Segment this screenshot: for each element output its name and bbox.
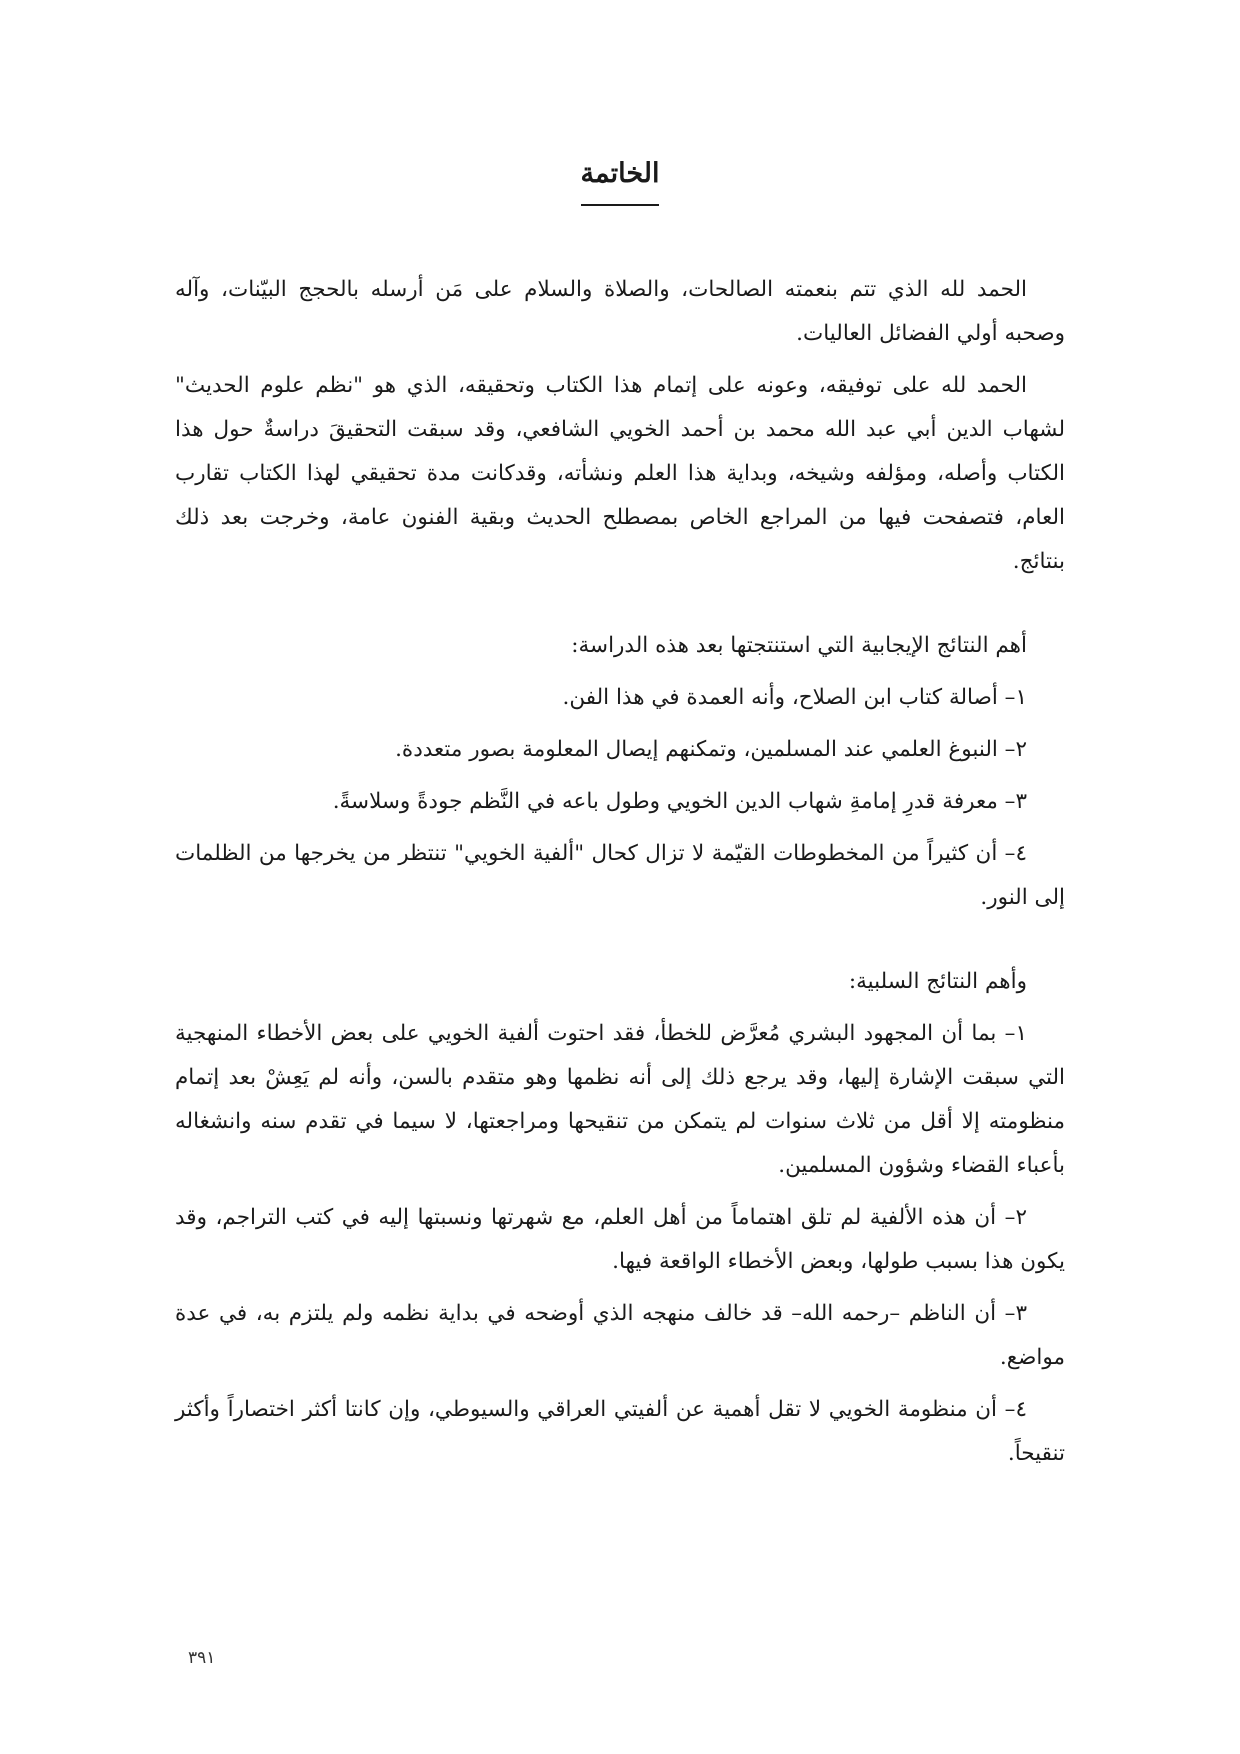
positive-result-item: ٤– أن كثيراً من المخطوطات القيّمة لا تزال كحال "ألفية الخويي" تنتظر من يخرجها من الظلمات إلى النور. <box>175 841 1065 910</box>
page-title: الخاتمة <box>581 158 660 206</box>
negative-results-heading: وأهم النتائج السلبية: <box>848 969 1027 994</box>
negative-result-item: ٢– أن هذه الألفية لم تلق اهتماماً من أهل العلم، مع شهرتها ونسبتها إليه في كتب التراجم، وقد يكون هذا بسبب طولها، وبعض الأخطاء الواقعة فيها. <box>175 1205 1065 1274</box>
title-wrap <box>0 158 1240 206</box>
negative-result-item: ١– بما أن المجهود البشري مُعرَّض للخطأ، فقد احتوت ألفية الخويي على بعض الأخطاء المنهجية التي سبقت الإشارة إليها، وقد يرجع ذلك إلى أنه نظمها وهو متقدم بالسن، وأنه لم يَعِشْ بعد إتمام منظومته إلا أقل من ثلاث سنوات لم يتمكن من تنقيحها ومراجعتها، لا سيما في تقدم سنه وانشغاله بأعباء القضاء وشؤون المسلمين. <box>175 1021 1065 1178</box>
positive-results-section <box>175 624 1065 920</box>
positive-result-item: ٣– معرفة قدرِ إمامةِ شهاب الدين الخويي وطول باعه في النَّظم جودةً وسلاسةً. <box>332 789 1027 814</box>
positive-result-item: ١– أصالة كتاب ابن الصلاح، وأنه العمدة في هذا الفن. <box>562 685 1027 710</box>
positive-result-item: ٢– النبوغ العلمي عند المسلمين، وتمكنهم إيصال المعلومة بصور متعددة. <box>395 737 1027 762</box>
body-text <box>175 268 1065 1484</box>
negative-result-item: ٣– أن الناظم –رحمه الله– قد خالف منهجه الذي أوضحه في بداية نظمه ولم يلتزم به، في عدة مواضع. <box>175 1301 1065 1370</box>
negative-results-section <box>175 960 1065 1476</box>
intro-paragraph-1: الحمد لله الذي تتم بنعمته الصالحات، والصلاة والسلام على مَن أرسله بالحجج البيّنات، وآله وصحبه أولي الفضائل العاليات. <box>175 277 1065 346</box>
negative-result-item: ٤– أن منظومة الخويي لا تقل أهمية عن ألفيتي العراقي والسيوطي، وإن كانتا أكثر اختصاراً وأكثر تنقيحاً. <box>175 1397 1065 1466</box>
intro-paragraph-2: الحمد لله على توفيقه، وعونه على إتمام هذا الكتاب وتحقيقه، الذي هو "نظم علوم الحديث" لشهاب الدين أبي عبد الله محمد بن أحمد الخويي الشافعي، وقد سبقت التحقيقَ دراسةٌ حول هذا الكتاب وأصله، ومؤلفه وشيخه، وبداية هذا العلم ونشأته، وقدكانت مدة تحقيقي لهذا الكتاب تقارب العام، فتصفحت فيها من المراجع الخاص بمصطلح الحديث وبقية الفنون عامة، وخرجت بعد ذلك بنتائج. <box>175 373 1065 574</box>
positive-results-heading: أهم النتائج الإيجابية التي استنتجتها بعد هذه الدراسة: <box>571 633 1027 658</box>
page-number: ٣٩١ <box>188 1648 216 1668</box>
